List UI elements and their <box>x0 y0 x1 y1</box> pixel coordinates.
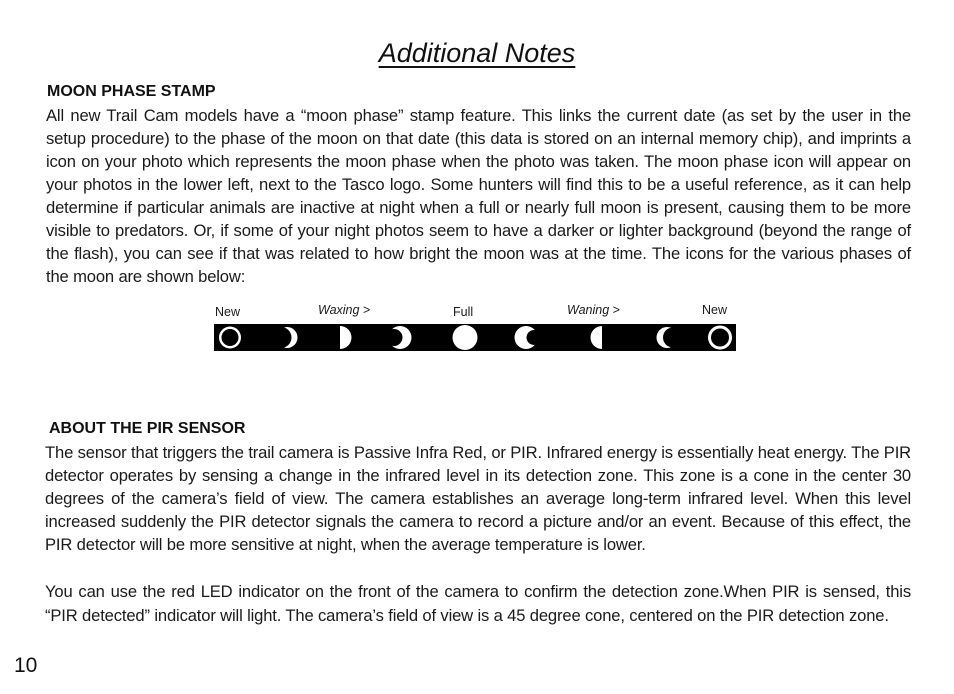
label-waning-text: Waning <box>567 303 610 317</box>
label-new-start: New <box>215 305 241 319</box>
moon-phase-heading: MOON PHASE STAMP <box>47 83 216 100</box>
pir-sensor-paragraph-2: You can use the red LED indicator on the front of the camera to confirm the detection zone.When PIR is sensed, this “PIR detected” indicator will light. The camera’s field of view is a 45 degree cone, centered on the PIR detection zone. <box>45 582 911 625</box>
label-waxing-text: Waxing <box>318 303 360 317</box>
page-number: 10 <box>14 654 38 677</box>
pir-sensor-heading: ABOUT THE PIR SENSOR <box>49 420 246 437</box>
moon-phase-labels <box>214 303 736 323</box>
page-title: Additional Notes <box>378 38 576 68</box>
label-waxing <box>318 303 370 317</box>
label-new-end: New <box>702 303 728 317</box>
pir-sensor-paragraph-1: The sensor that triggers the trail camera is Passive Infra Red, or PIR. Infrared energy is essentially heat energy. The PIR detector operates by sensing a change in the infrared level in its detection zone. This zone is a cone in the center 30 degrees of the camera’s field of view. The camera establishes an average long-term infrared level. When this level increased suddenly the PIR detector signals the camera to record a picture and/or an event. Because of this effect, the PIR detector will be more sensitive at night, when the average temperature is lower. <box>45 443 911 554</box>
new-moon-end-icon <box>708 326 732 350</box>
new-moon-icon <box>219 327 241 349</box>
moon-phase-strip <box>214 324 736 351</box>
full-moon-icon <box>453 325 478 350</box>
waning-crescent-icon <box>657 327 684 348</box>
moon-phase-paragraph: All new Trail Cam models have a “moon phase” stamp feature. This links the current date (as set by the user in the setup procedure) to the phase of the moon on that date (this data is stored on an internal memory chip), and imprints a icon on your photo which represents the moon phase when the photo was taken. The moon phase icon will appear on your photos in the lower left, next to the Tasco logo. Some hunters will find this to be a useful reference, as it can help determine if particular animals are inactive at night when a full or nearly full moon is present, causing them to be more visible to predators. Or, if some of your night photos seem to have a darker or lighter background (beyond the range of the flash), you can see if that was related to how bright the moon was at the time. The icons for the various phases of the moon are shown below: <box>46 106 911 286</box>
waxing-arrow: > <box>359 303 371 317</box>
label-waning <box>567 303 620 317</box>
waxing-crescent-icon <box>271 327 298 348</box>
waning-arrow: > <box>609 303 620 317</box>
label-full: Full <box>453 305 474 319</box>
